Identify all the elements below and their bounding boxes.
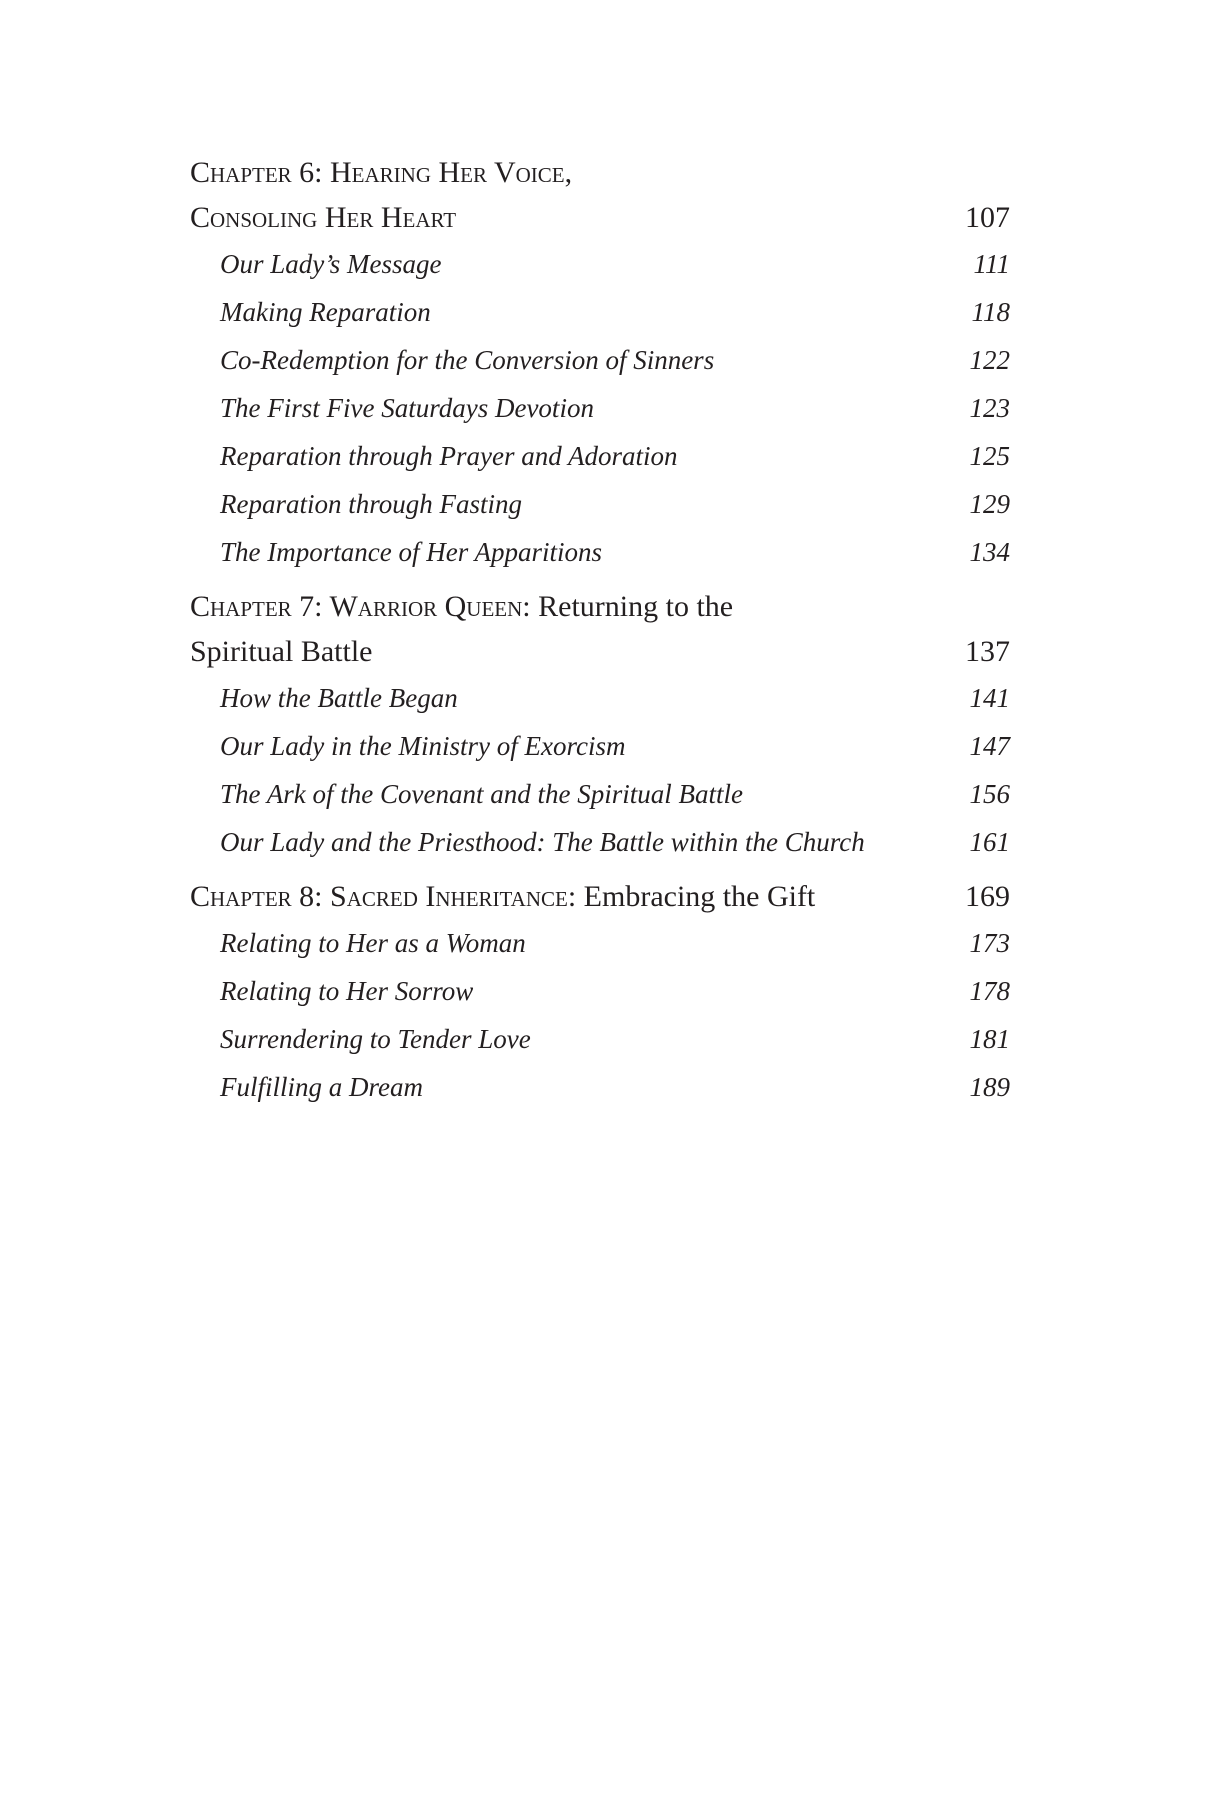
toc-entry <box>190 288 1010 336</box>
entry-title: Relating to Her as a Woman <box>220 928 526 958</box>
toc-entry <box>190 919 1010 967</box>
entry-title: Our Lady’s Message <box>220 249 442 279</box>
toc-entry <box>190 240 1010 288</box>
chapter-7-title-caps: Chapter 7: Warrior Queen <box>190 590 523 623</box>
chapter-7-sections <box>190 674 1010 866</box>
entry-page-number: 129 <box>969 489 1010 519</box>
chapter-8 <box>190 874 1010 1111</box>
chapter-6-title-text: Chapter 6: Hearing Her Voice, <box>190 156 573 189</box>
entry-title: The Importance of Her Apparitions <box>220 537 602 567</box>
entry-title: Our Lady and the Priesthood: The Battle within the Church <box>220 827 865 857</box>
toc-entry <box>190 480 1010 528</box>
entry-page-number: 122 <box>969 345 1010 375</box>
entry-page-number: 125 <box>969 441 1010 471</box>
chapter-6-title-line-1 <box>190 150 1010 195</box>
entry-page-number: 178 <box>969 976 1010 1006</box>
toc-entry <box>190 818 1010 866</box>
entry-title: Fulfilling a Dream <box>220 1072 423 1102</box>
entry-page-number: 141 <box>969 683 1010 713</box>
entry-page-number: 123 <box>969 393 1010 423</box>
chapter-8-subtitle: : Embracing the Gift <box>567 880 816 913</box>
entry-page-number: 118 <box>971 297 1010 327</box>
chapter-6 <box>190 150 1010 576</box>
chapter-7-title-line-1 <box>190 584 1010 629</box>
entry-page-number: 147 <box>969 731 1010 761</box>
chapter-6-sections <box>190 240 1010 576</box>
toc-entry <box>190 432 1010 480</box>
entry-title: Co-Redemption for the Conversion of Sinners <box>220 345 715 375</box>
entry-page-number: 161 <box>969 827 1010 857</box>
entry-title: Our Lady in the Ministry of Exorcism <box>220 731 626 761</box>
chapter-6-title-continued: Consoling Her Heart <box>190 201 457 234</box>
toc-entry <box>190 384 1010 432</box>
entry-title: Relating to Her Sorrow <box>220 976 474 1006</box>
toc-entry <box>190 770 1010 818</box>
toc-entry <box>190 528 1010 576</box>
chapter-8-page-number: 169 <box>965 880 1010 913</box>
toc-entry <box>190 722 1010 770</box>
chapter-7-subtitle-continued: Spiritual Battle <box>190 635 373 668</box>
chapter-8-title-line <box>190 874 1010 919</box>
toc-entry <box>190 336 1010 384</box>
entry-title: Making Reparation <box>220 297 431 327</box>
chapter-7 <box>190 584 1010 866</box>
entry-page-number: 111 <box>973 249 1010 279</box>
entry-page-number: 173 <box>969 928 1010 958</box>
entry-title: The Ark of the Covenant and the Spiritual Battle <box>220 779 743 809</box>
chapter-7-subtitle: : Returning to the <box>522 590 734 623</box>
entry-title: Surrendering to Tender Love <box>220 1024 531 1054</box>
chapter-7-page-number: 137 <box>965 635 1010 668</box>
chapter-8-sections <box>190 919 1010 1111</box>
entry-title: How the Battle Began <box>220 683 458 713</box>
toc-entry <box>190 1063 1010 1111</box>
toc-entry <box>190 1015 1010 1063</box>
chapter-7-title-line-2 <box>190 629 1010 674</box>
entry-title: Reparation through Fasting <box>220 489 522 519</box>
entry-page-number: 189 <box>969 1072 1010 1102</box>
entry-title: Reparation through Prayer and Adoration <box>220 441 678 471</box>
entry-page-number: 134 <box>969 537 1010 567</box>
entry-title: The First Five Saturdays Devotion <box>220 393 594 423</box>
table-of-contents <box>190 150 1010 1111</box>
chapter-8-title-caps: Chapter 8: Sacred Inheritance <box>190 880 568 913</box>
entry-page-number: 181 <box>969 1024 1010 1054</box>
chapter-6-title-line-2 <box>190 195 1010 240</box>
toc-entry <box>190 674 1010 722</box>
toc-entry <box>190 967 1010 1015</box>
entry-page-number: 156 <box>969 779 1010 809</box>
chapter-6-page-number: 107 <box>965 201 1010 234</box>
